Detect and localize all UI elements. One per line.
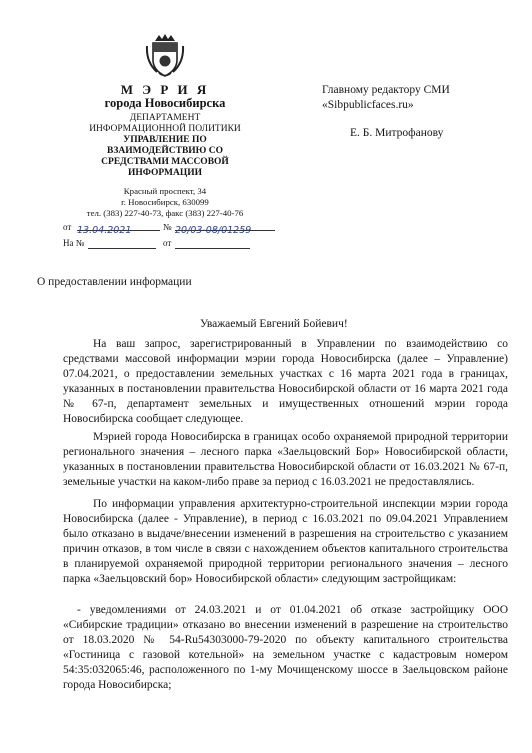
department-line-2: ИНФОРМАЦИОННОЙ ПОЛИТИКИ <box>89 124 241 134</box>
directorate-line-1: УПРАВЛЕНИЕ ПО <box>123 135 207 145</box>
body-paragraph-4: - уведомлениями от 24.03.2021 и от 01.04.2021 об отказе застройщику ООО «Сибирские традиции» отказано во внесении изменений в разрешение на строительство от 18.03.2020 № 54-Ru54303000-79-2020 по объекту капитального строительства «Гостиница с газовой котельной» на земельном участке с кадастровым номером 54:35:032065:46, расположенного по 1-му Мочищенскому шоссе в Заельцовском районе города Новосибирска; <box>63 604 508 691</box>
directorate-line-3: СРЕДСТВАМИ МАССОВОЙ <box>101 157 229 167</box>
reply-number-field <box>88 238 156 249</box>
letterhead-title: М Э Р И Я <box>120 82 210 97</box>
address-line-3: тел. (383) 227-40-73, факс (383) 227-40-76 <box>86 208 244 218</box>
reply-from-prefix: от <box>163 238 172 248</box>
reply-prefix: На № <box>63 238 85 248</box>
letter-subject: О предоставлении информации <box>37 276 192 288</box>
letterhead-city: города Новосибирска <box>104 96 226 110</box>
directorate-line-4: ИНФОРМАЦИИ <box>127 168 203 178</box>
directorate-line-2: ВЗАИМОДЕЙСТВИЮ СО <box>107 146 223 156</box>
date-value: 13.04.2021 <box>77 225 132 236</box>
number-prefix: № <box>163 222 172 232</box>
body-paragraph-1: На ваш запрос, зарегистрированный в Управлении по взаимодействию со средствами массовой информации мэрии города Новосибирска (далее – Управление) 07.04.2021, о предоставлении земельных участках с 16 марта 2021 года в границах, указанных в постановлении правительства Новосибирской области от 16 марта 2021 года № 67-п, департамент земельных и имущественных отношений мэрии города Новосибирска сообщает следующее. <box>63 338 508 425</box>
recipient-line-1: Главному редактору СМИ <box>322 84 450 96</box>
department-line-1: ДЕПАРТАМЕНТ <box>129 113 201 123</box>
reply-date-field <box>175 238 250 249</box>
recipient-line-2: «Sibpublicfaces.ru» <box>322 99 414 111</box>
body-paragraph-3: По информации управления архитектурно-строительной инспекции мэрии города Новосибирска (далее - Управление), в период с 16.03.2021 по 09.04.2021 Управлением было отказано в выдаче/внесении изменений в разрешения на строительство с указанием причин отказов, в том числе в связи с нахождением объектов капитального строительства в планируемой охраняемой природной территории регионального значения – лесного парка «Заельцовский бор» Новосибирской области» следующим застройщикам: <box>63 498 508 585</box>
number-field <box>175 220 275 236</box>
number-value: 20/03-08/01259 <box>175 225 252 236</box>
date-field <box>77 220 160 236</box>
recipient-name: Е. Б. Митрофанову <box>350 127 444 139</box>
body-paragraph-2: Мэрией города Новосибирска в границах особо охраняемой природной территории регионального значения – лесного парка «Заельцовский Бор» Новосибирской области, указанных в постановлении правительства Новосибирской области от 16.03.2021 № 67-п, земельные участки на каком-либо праве за период с 16.03.2021 не предоставлялись. <box>63 431 508 488</box>
address-line-2: г. Новосибирск, 630099 <box>121 197 209 207</box>
greeting: Уважаемый Евгений Бойевич! <box>200 318 348 330</box>
date-prefix: от <box>63 222 72 232</box>
address-line-1: Красный проспект, 34 <box>123 186 207 196</box>
coat-of-arms-icon <box>145 32 185 78</box>
